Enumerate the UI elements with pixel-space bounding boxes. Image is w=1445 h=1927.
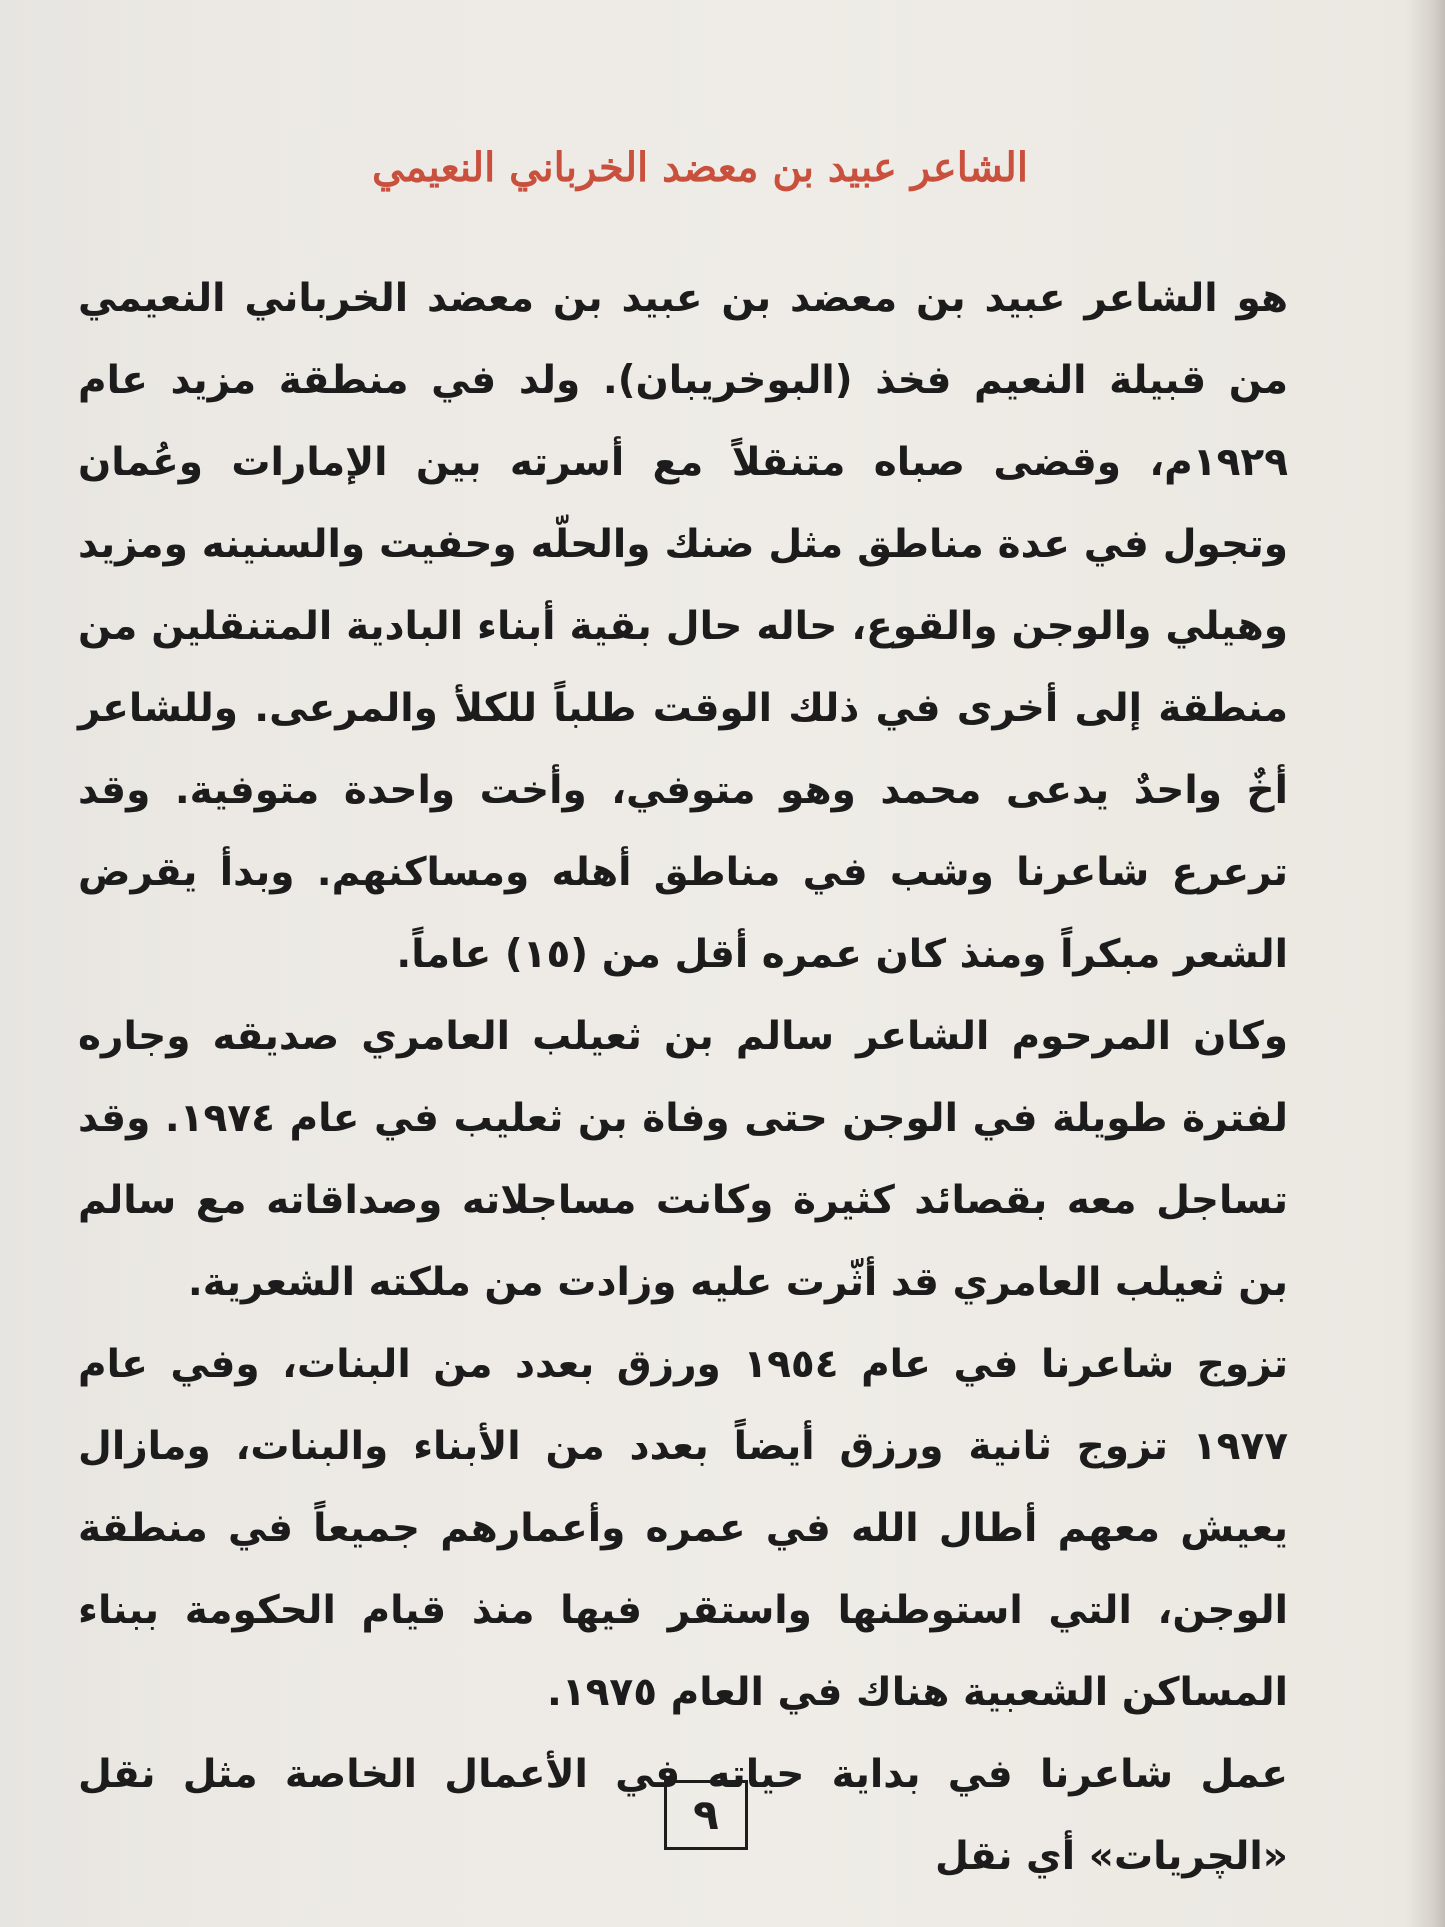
paragraph-poet-friendship: وكان المرحوم الشاعر سالم بن ثعيلب العامري صديقه وجاره لفترة طويلة في الوجن حتى وفاة بن ثعليب في عام ١٩٧٤. وقد تساجل معه بقصائد كثيرة وكانت مساجلاته وصداقاته مع سالم بن ثعيلب العامري قد أثّرت عليه وزادت من ملكته الشعرية. <box>78 1014 1288 1305</box>
page-title: الشاعر عبيد بن معضد الخرباني النعيمي <box>372 144 1028 191</box>
body-text <box>78 258 1288 1898</box>
paragraph-work: عمل شاعرنا في بداية حياته في الأعمال الخاصة مثل نقل «الچريات» أي نقل <box>78 1752 1288 1879</box>
paragraph-marriage: تزوج شاعرنا في عام ١٩٥٤ ورزق بعدد من البنات، وفي عام ١٩٧٧ تزوج ثانية ورزق أيضاً بعدد من الأبناء والبنات، ومازال يعيش معهم أطال الله في عمره وأعمارهم جميعاً في منطقة الوجن، التي استوطنها واستقر فيها منذ قيام الحكومة ببناء المساكن الشعبية هناك في العام ١٩٧٥. <box>78 1342 1288 1715</box>
paragraph-biography: هو الشاعر عبيد بن معضد بن عبيد بن معضد الخرباني النعيمي من قبيلة النعيم فخذ (البوخريبان). ولد في منطقة مزيد عام ١٩٢٩م، وقضى صباه متنقلاً مع أسرته بين الإمارات وعُمان وتجول في عدة مناطق مثل ضنك والحلّه وحفيت والسنينه ومزيد وهيلي والوجن والقوع، حاله حال بقية أبناء البادية المتنقلين من منطقة إلى أخرى في ذلك الوقت طلباً للكلأ والمرعى. وللشاعر أخٌ واحدٌ يدعى محمد وهو متوفي، وأخت واحدة متوفية. وقد ترعرع شاعرنا وشب في مناطق أهله ومساكنهم. وبدأ يقرض الشعر مبكراً ومنذ كان عمره أقل من (١٥) عاماً. <box>78 276 1288 977</box>
page-number: ٩ <box>664 1780 748 1850</box>
spine-shadow <box>1405 0 1445 1927</box>
